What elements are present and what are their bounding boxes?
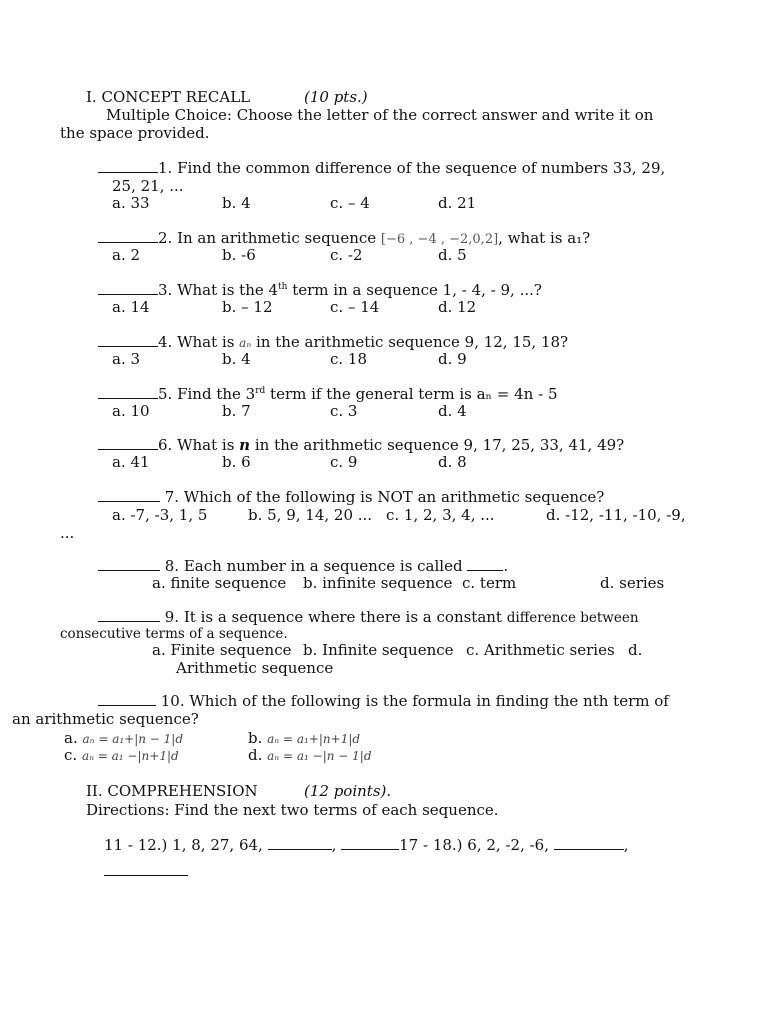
question-2-choice-d: d. 5: [438, 246, 467, 264]
question-3-choice-a: a. 14: [112, 298, 150, 316]
question-4-choice-b: b. 4: [222, 350, 251, 368]
question-8-choice-b: b. infinite sequence: [303, 574, 453, 592]
question-6-stem-end: in the arithmetic sequence 9, 17, 25, 33, 41, 49?: [250, 436, 625, 454]
question-7-continuation: ...: [60, 524, 75, 542]
choice-c-label: c.: [64, 746, 78, 764]
part1-directions-line2: the space provided.: [60, 124, 210, 142]
question-2-choice-a: a. 2: [112, 246, 141, 264]
question-1-choice-d: d. 21: [438, 194, 477, 212]
question-8-choice-a: a. finite sequence: [152, 574, 287, 592]
choice-b-formula: aₙ = a₁+|n+1|d: [267, 732, 361, 746]
item-11-12: 11 - 12.) 1, 8, 27, 64,: [104, 836, 263, 854]
answer-blank-18-row: [104, 862, 188, 880]
question-8-fill-blank[interactable]: [467, 557, 503, 571]
question-7-choice-c: c. 1, 2, 3, 4, ...: [386, 506, 495, 524]
question-9-choice-d-text: Arithmetic sequence: [176, 659, 334, 677]
question-9-stem-cont: consecutive terms of a sequence.: [60, 626, 288, 642]
question-1: [98, 159, 665, 177]
question-3-stem-end: term in a sequence 1, - 4, - 9, ...?: [287, 281, 542, 299]
answer-blank-12[interactable]: [341, 836, 399, 850]
question-9-stem: 9. It is a sequence where there is a constant: [160, 608, 507, 626]
answer-blank-5[interactable]: [98, 385, 158, 399]
question-5-choice-a: a. 10: [112, 402, 150, 420]
question-9-choice-c: c. Arithmetic series: [466, 641, 615, 659]
question-3-choice-b: b. – 12: [222, 298, 273, 316]
question-5-superscript: rd: [255, 386, 266, 396]
question-4-symbol: aₙ: [239, 336, 252, 350]
question-4-choice-a: a. 3: [112, 350, 141, 368]
question-3-superscript: th: [278, 282, 288, 292]
choice-a-label: a.: [64, 729, 78, 747]
question-3-choice-d: d. 12: [438, 298, 477, 316]
question-10-stem: 10. Which of the following is the formula in finding the nth term of: [156, 692, 669, 710]
question-10-stem-cont: an arithmetic sequence?: [12, 710, 199, 728]
question-3-stem: 3. What is the 4: [158, 281, 279, 299]
question-8-stem: 8. Each number in a sequence is called: [160, 557, 468, 575]
question-2-choice-b: b. -6: [222, 246, 256, 264]
answer-blank-17[interactable]: [554, 836, 624, 850]
question-7-choice-a: a. -7, -3, 1, 5: [112, 506, 208, 524]
answer-blank-2[interactable]: [98, 229, 158, 243]
question-5-choice-d: d. 4: [438, 402, 467, 420]
question-8-choice-d: d. series: [600, 574, 665, 592]
question-6-choice-a: a. 41: [112, 453, 150, 471]
question-9-stem-small: difference between: [506, 610, 639, 626]
choice-d-formula: aₙ = a₁ −|n − 1|d: [267, 749, 372, 763]
choice-d-label: d.: [248, 746, 263, 764]
question-4-choice-c: c. 18: [330, 350, 368, 368]
question-3-choice-c: c. – 14: [330, 298, 380, 316]
question-5-stem-end: term if the general term is aₙ = 4n - 5: [265, 385, 558, 403]
question-9-choice-d: d.: [628, 641, 643, 659]
question-3: [98, 281, 542, 299]
question-1-choice-b: b. 4: [222, 194, 251, 212]
answer-blank-6[interactable]: [98, 436, 158, 450]
question-6-choice-c: c. 9: [330, 453, 358, 471]
answer-blank-18[interactable]: [104, 862, 188, 876]
question-9-choice-b: b. Infinite sequence: [303, 641, 454, 659]
question-8: [98, 557, 508, 575]
part2-points: (12 points).: [304, 782, 392, 800]
question-1-choice-a: a. 33: [112, 194, 150, 212]
part2-title: II. COMPREHENSION: [86, 782, 258, 800]
question-4-stem: 4. What is: [158, 333, 240, 351]
question-7-choice-b: b. 5, 9, 14, 20 ...: [248, 506, 373, 524]
item-17-18: 17 - 18.) 6, 2, -2, -6,: [399, 836, 549, 854]
choice-b-label: b.: [248, 729, 263, 747]
question-7-choice-d: d. -12, -11, -10, -9,: [546, 506, 686, 524]
question-5-choice-c: c. 3: [330, 402, 358, 420]
question-1-stem: 1. Find the common difference of the sequence of numbers 33, 29,: [158, 159, 666, 177]
question-2-sequence: [−6 , −4 , −2,0,2]: [380, 232, 499, 247]
comprehension-items: 11 - 12.) 1, 8, 27, 64, , 17 - 18.) 6, 2, -2, -6, ,: [104, 836, 629, 854]
question-8-choice-c: c. term: [462, 574, 517, 592]
question-6-symbol: n: [239, 436, 251, 454]
question-4-choice-d: d. 9: [438, 350, 467, 368]
question-2-stem: 2. In an arithmetic sequence: [158, 229, 381, 247]
question-6-choice-b: b. 6: [222, 453, 251, 471]
question-10: [98, 692, 669, 710]
question-7-stem: 7. Which of the following is NOT an arithmetic sequence?: [160, 488, 605, 506]
question-7: [98, 488, 604, 506]
question-6-choice-d: d. 8: [438, 453, 467, 471]
part1-title: I. CONCEPT RECALL: [86, 88, 251, 106]
part2-heading: [86, 782, 392, 800]
answer-blank-10[interactable]: [98, 692, 156, 706]
part2-directions: Directions: Find the next two terms of each sequence.: [86, 801, 499, 819]
question-2-stem-end: , what is a₁?: [498, 229, 591, 247]
answer-blank-11[interactable]: [268, 836, 332, 850]
question-10-choice-c: [64, 746, 179, 765]
question-6: [98, 436, 624, 454]
answer-blank-7[interactable]: [98, 488, 160, 502]
question-8-stem-end: .: [503, 557, 509, 575]
part1-heading: [86, 88, 368, 106]
part1-directions-line1: Multiple Choice: Choose the letter of the correct answer and write it on: [106, 106, 654, 124]
question-1-choice-c: c. – 4: [330, 194, 370, 212]
answer-blank-1[interactable]: [98, 159, 158, 173]
question-9-choice-a: a. Finite sequence: [152, 641, 292, 659]
question-4-stem-end: in the arithmetic sequence 9, 12, 15, 18?: [251, 333, 569, 351]
answer-blank-3[interactable]: [98, 281, 158, 295]
part1-points: (10 pts.): [304, 88, 368, 106]
question-5-choice-b: b. 7: [222, 402, 251, 420]
question-6-stem: 6. What is: [158, 436, 240, 454]
question-10-choice-d: [248, 746, 372, 765]
question-2-choice-c: c. -2: [330, 246, 363, 264]
choice-a-formula: aₙ = a₁+|n − 1|d: [82, 732, 184, 746]
question-5-stem: 5. Find the 3: [158, 385, 256, 403]
choice-c-formula: aₙ = a₁ −|n+1|d: [81, 749, 179, 763]
answer-blank-8[interactable]: [98, 557, 160, 571]
answer-blank-4[interactable]: [98, 333, 158, 347]
answer-blank-9[interactable]: [98, 608, 160, 622]
question-1-stem-cont: 25, 21, ...: [112, 177, 184, 195]
question-5: [98, 385, 557, 403]
